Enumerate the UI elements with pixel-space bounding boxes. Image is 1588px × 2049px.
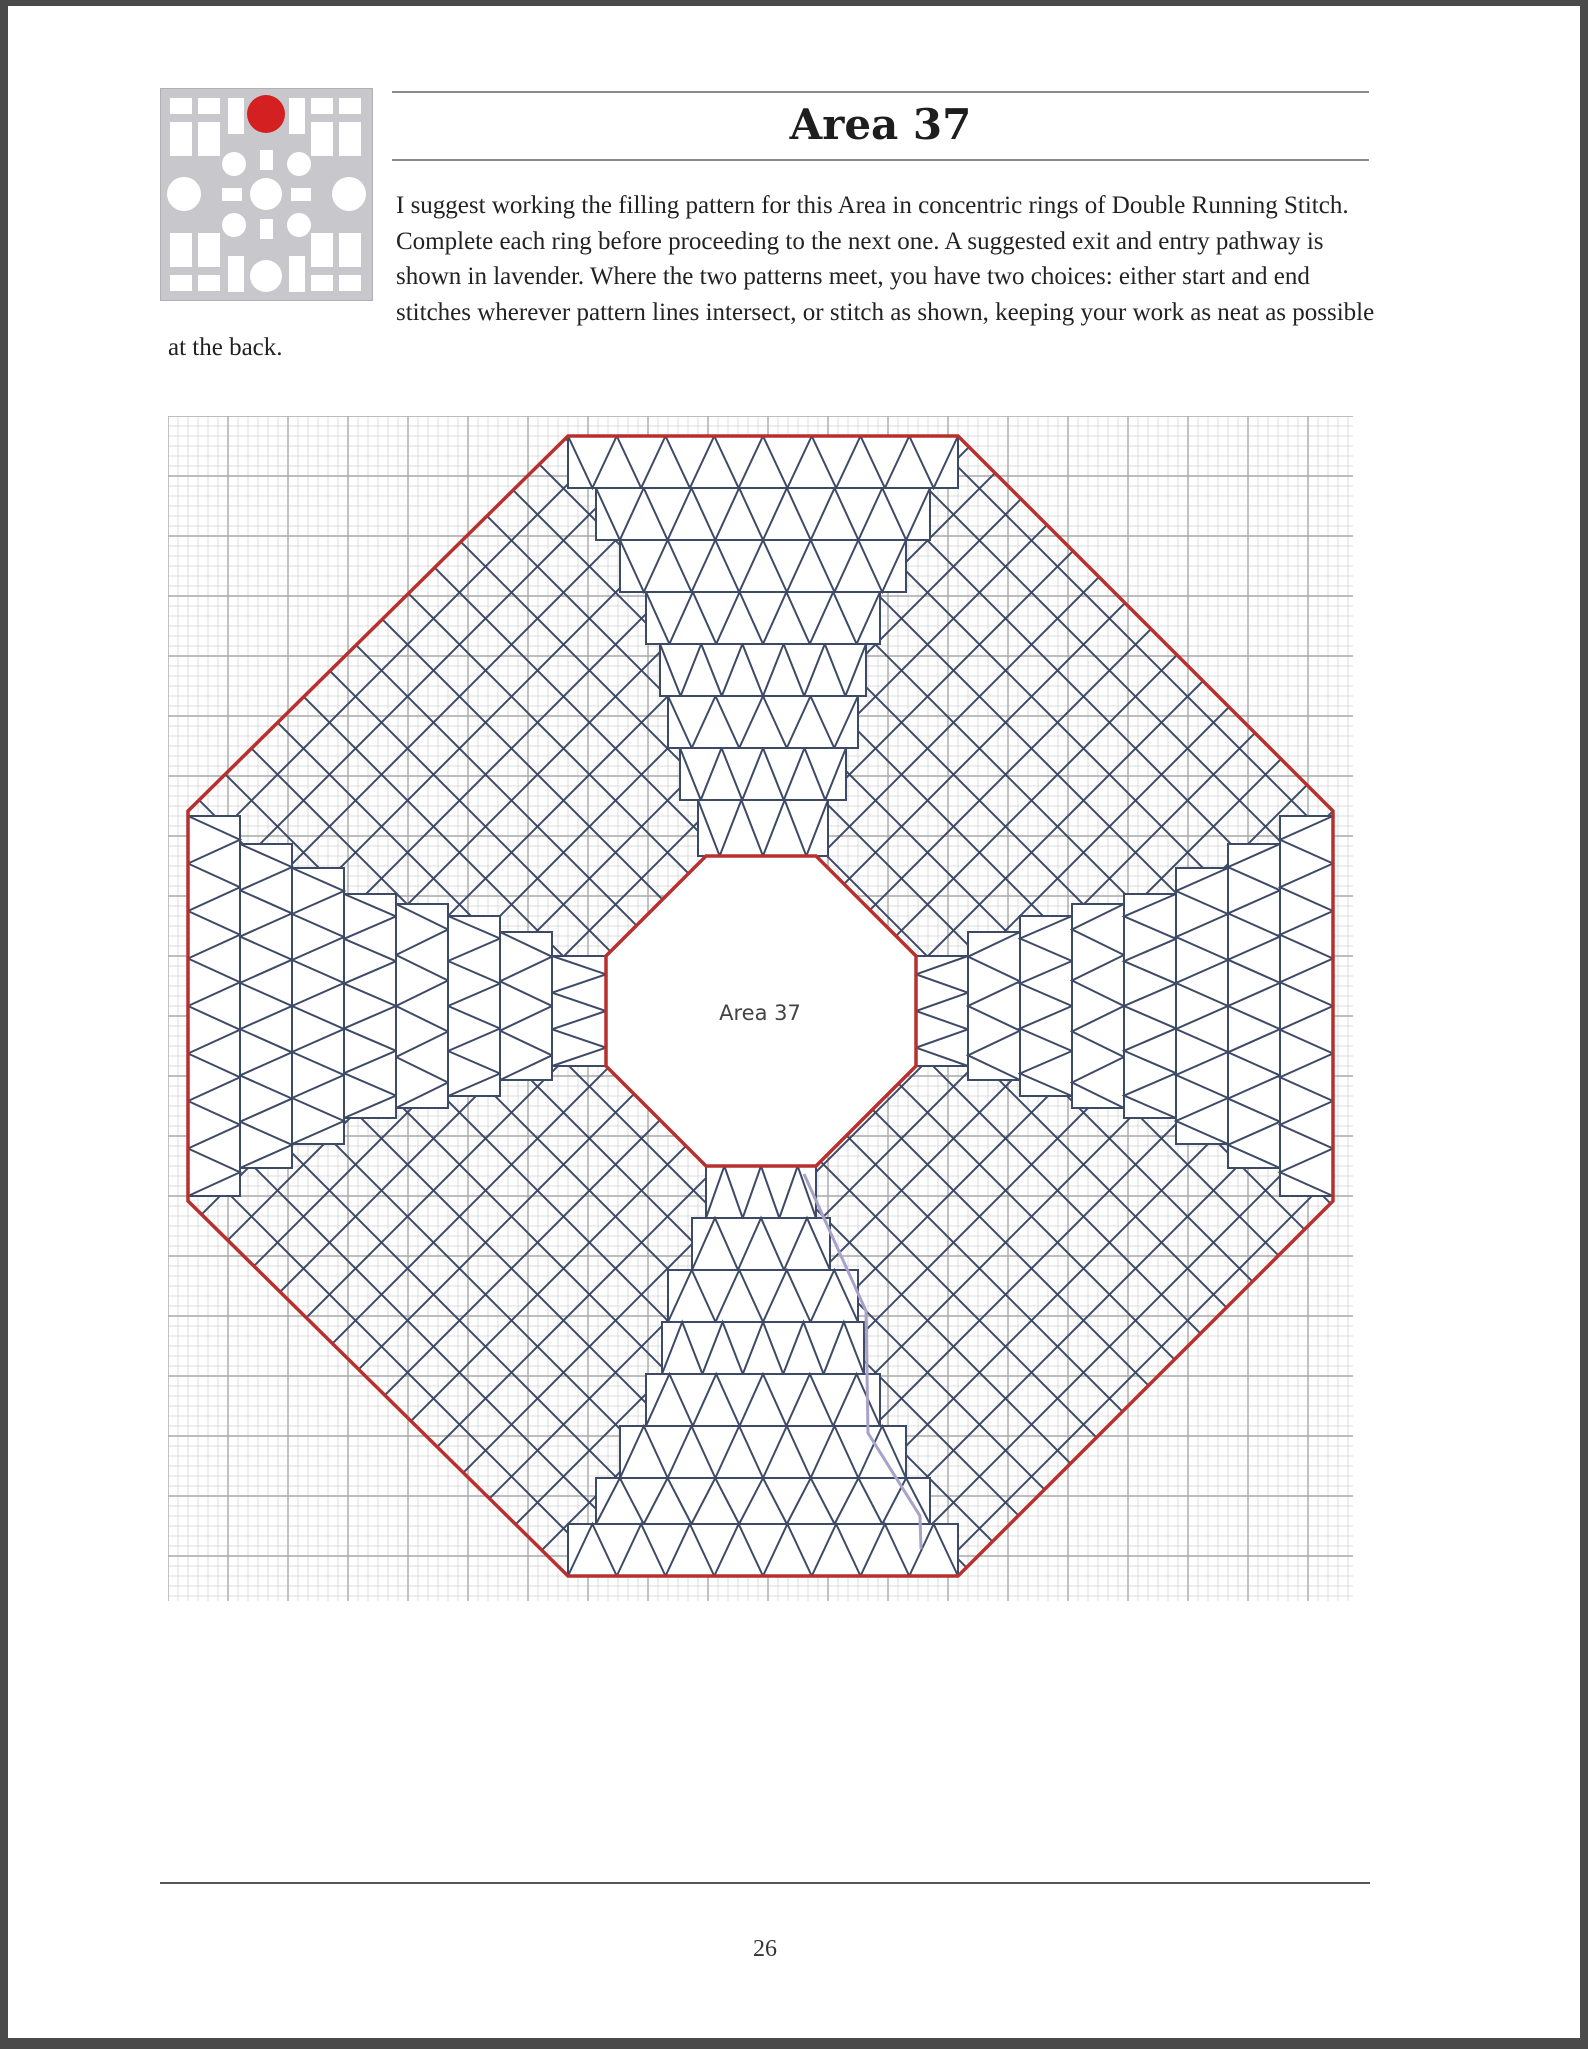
- footer-rule: [160, 1882, 1370, 1884]
- page-number: 26: [753, 1936, 777, 1962]
- stitch-pattern-diagram: [168, 416, 1353, 1601]
- document-page: [8, 6, 1580, 2038]
- thumbnail-current-area-marker: [247, 95, 285, 133]
- header-rule-top: [392, 91, 1369, 93]
- thumbnail-wrap-space: [168, 188, 396, 328]
- page-title: Area 37: [789, 100, 972, 149]
- intro-text: I suggest working the filling pattern for this Area in concentric rings of Double Running Stitch. Complete each ring before proceeding to the next one. A suggested exit and entry pathway is shown in lavender. Where the two patterns meet, you have two choices: either start and end stitches wherever pattern lines intersect, or stitch as shown, keeping your work as neat as possible at the back.: [168, 192, 1375, 361]
- header-rule-bottom: [392, 159, 1369, 161]
- center-area-label: Area 37: [719, 1001, 801, 1025]
- intro-paragraph: [168, 188, 1378, 366]
